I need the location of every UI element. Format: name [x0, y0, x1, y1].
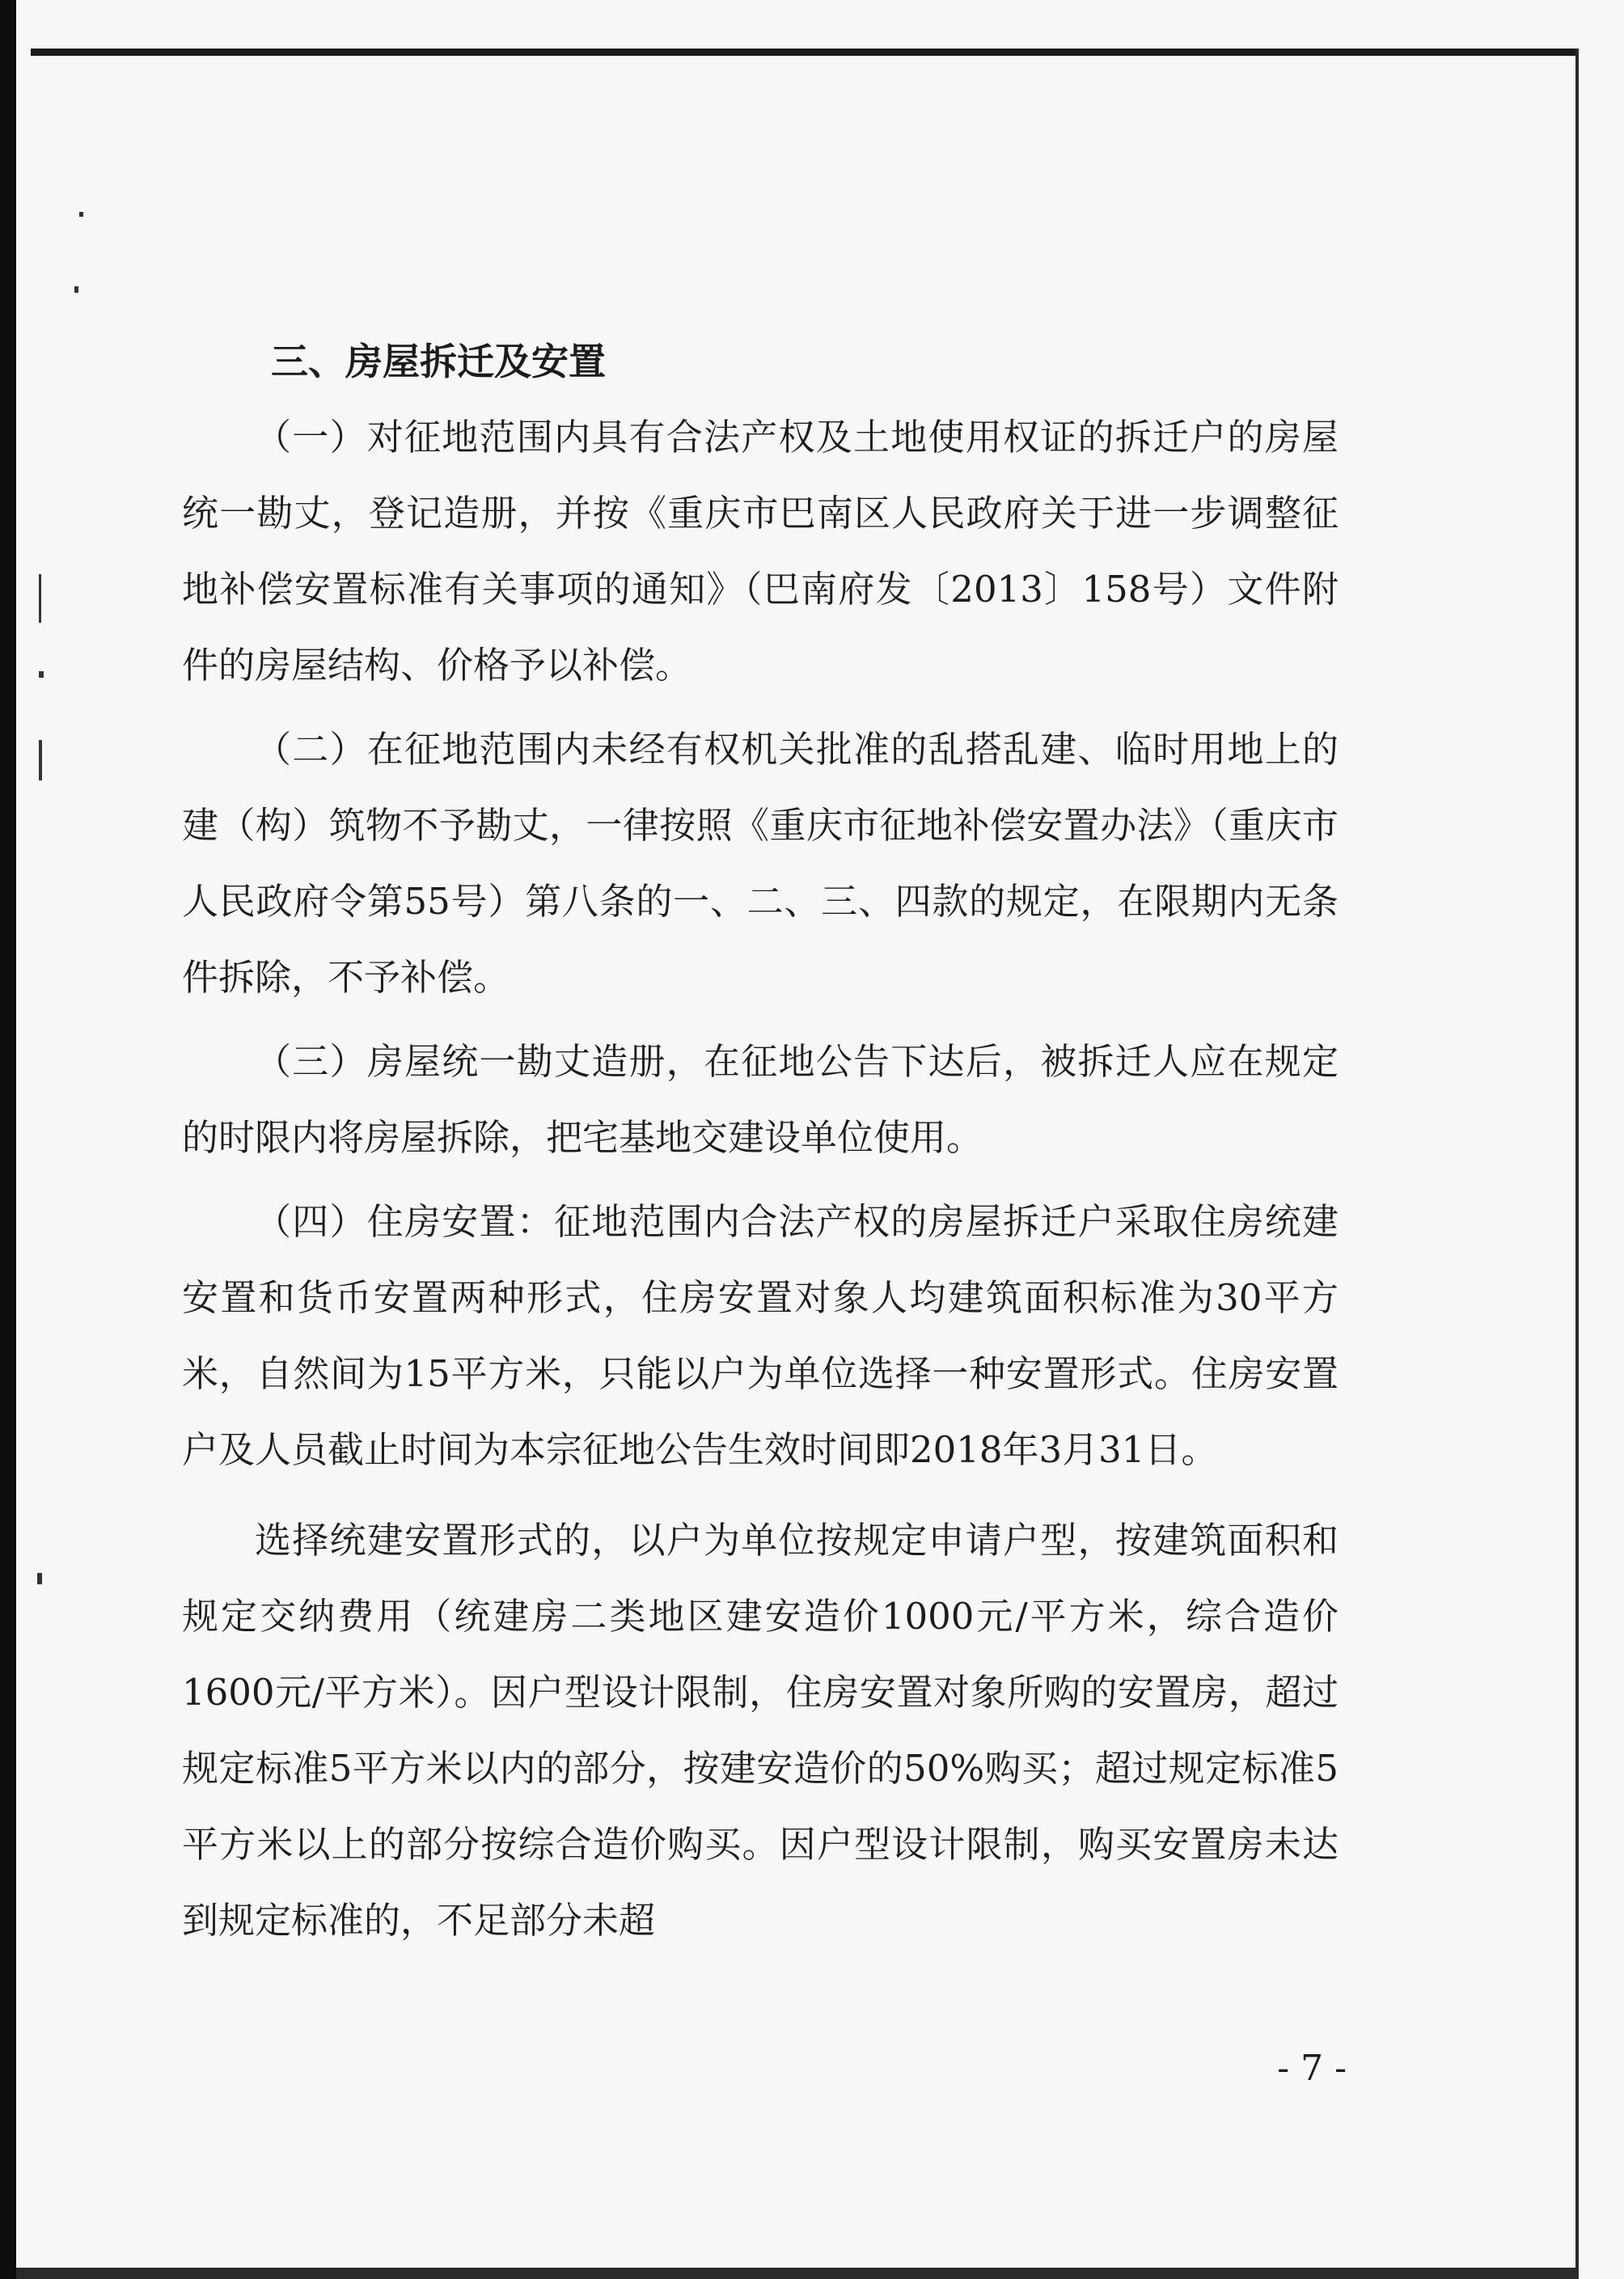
section-heading: 三、房屋拆迁及安置 [271, 340, 606, 383]
scan-speck [79, 212, 83, 217]
paragraph-2: （二）在征地范围内未经有权机关批准的乱搭乱建、临时用地上的建（构）筑物不予勘丈，一律按照《重庆市征地补偿安置办法》（重庆市人民政府令第55号）第八条的一、二、三、四款的规定，在限期内无条件拆除，不予补偿。 [182, 728, 1339, 999]
document-body [182, 323, 1339, 1959]
paragraph-4: （四）住房安置：征地范围内合法产权的房屋拆迁户采取住房统建安置和货币安置两种形式，住房安置对象人均建筑面积标准为30平方米，自然间为15平方米，只能以户为单位选择一种安置形式。住房安置户及人员截止时间为本宗征地公告生效时间即2018年3月31日。 [182, 1200, 1339, 1471]
paragraph-3: （三）房屋统一勘丈造册，在征地公告下达后，被拆迁人应在规定的时限内将房屋拆除，把宅基地交建设单位使用。 [182, 1040, 1339, 1159]
scan-left-edge [0, 0, 16, 2279]
header-rule [31, 49, 1575, 56]
scan-speck [39, 740, 42, 780]
paragraph-5: 选择统建安置形式的，以户为单位按规定申请户型，按建筑面积和规定交纳费用（统建房二类地区建安造价1000元/平方米，综合造价1600元/平方米）。因户型设计限制，住房安置对象所购的安置房，超过规定标准5平方米以内的部分，按建安造价的50%购买；超过规定标准5平方米以上的部分按综合造价购买。因户型设计限制，购买安置房未达到规定标准的，不足部分未超 [182, 1519, 1339, 1942]
scan-speck [37, 1573, 42, 1584]
page-number: - 7 - [1277, 2048, 1347, 2089]
paragraph-1: （一）对征地范围内具有合法产权及土地使用权证的拆迁户的房屋统一勘丈，登记造册，并按《重庆市巴南区人民政府关于进一步调整征地补偿安置标准有关事项的通知》（巴南府发〔2013〕158号）文件附件的房屋结构、价格予以补偿。 [182, 416, 1339, 687]
scan-speck [74, 286, 78, 293]
scan-bottom-edge [16, 2268, 1579, 2279]
scan-right-edge [1575, 49, 1579, 2279]
scan-speck [39, 574, 41, 623]
scan-speck [39, 671, 44, 678]
